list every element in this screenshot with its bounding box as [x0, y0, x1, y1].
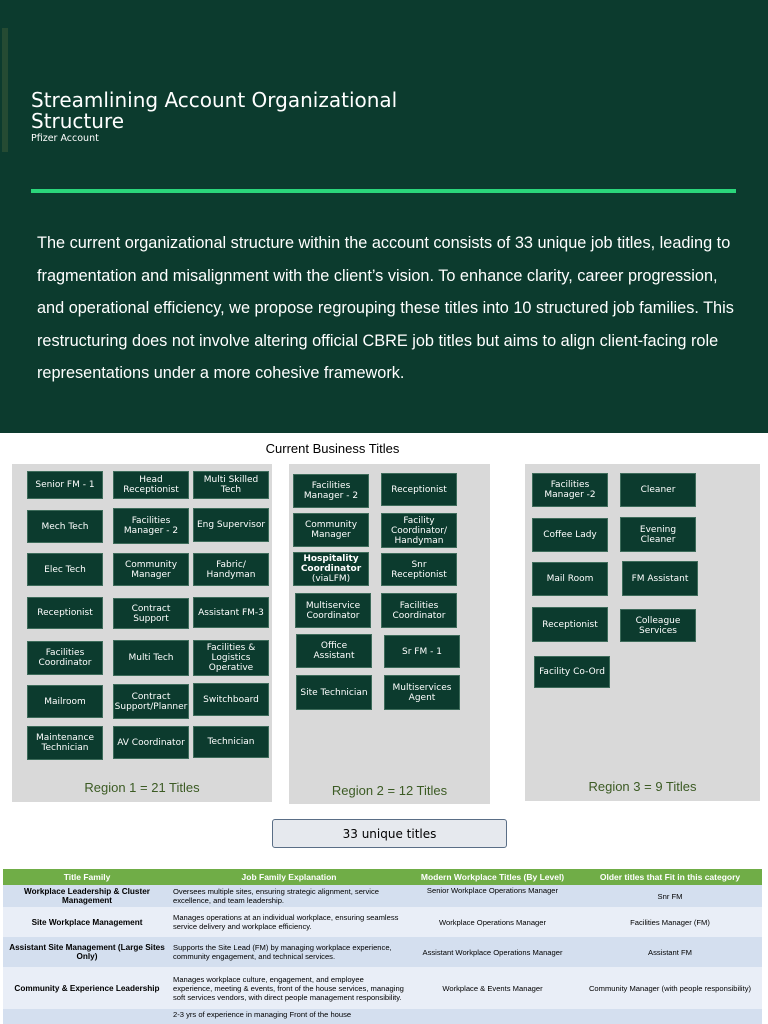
modern-title-cell: Workplace & Events Manager — [407, 967, 578, 1009]
job-title-box: Cleaner — [620, 473, 696, 507]
job-title-box: Maintenance Technician — [27, 726, 103, 760]
title-family-cell: Assistant Site Management (Large Sites Only) — [3, 937, 171, 967]
column-header: Title Family — [3, 869, 171, 885]
accent-bar — [2, 28, 8, 152]
unique-titles-box: 33 unique titles — [272, 819, 507, 848]
older-title-cell: Community Manager (with people responsibility) — [578, 967, 762, 1009]
job-title-box: Receptionist — [27, 597, 103, 629]
job-title-box: Facilities & Logistics Operative — [193, 640, 269, 676]
older-title-cell: Assistant FM — [578, 937, 762, 967]
intro-paragraph: The current organizational structure within the account consists of 33 unique job titles, leading to fragmentation and misalignment with the client’s vision. To enhance clarity, career progression, and operational efficiency, we propose regrouping these titles into 10 structured job families. This restructuring does not involve altering official CBRE job titles but aims to align client-facing role representations under a more cohesive framework. — [37, 234, 734, 382]
modern-title-cell — [407, 1009, 578, 1024]
region-1-panel — [12, 464, 272, 802]
job-title-box: Multi Tech — [113, 640, 189, 676]
job-title-box: Switchboard — [193, 683, 269, 716]
job-title-box: Receptionist — [532, 607, 608, 642]
job-title-box: AV Coordinator — [113, 726, 189, 759]
job-title-box: Mail Room — [532, 562, 608, 596]
modern-title-cell: Assistant Workplace Operations Manager — [407, 937, 578, 967]
job-title-box: Eng Supervisor — [193, 508, 269, 542]
modern-title-cell: Workplace Operations Manager — [407, 907, 578, 937]
title-family-cell: Community & Experience Leadership — [3, 967, 171, 1009]
job-title-box: Elec Tech — [27, 553, 103, 586]
job-title-box: Receptionist — [381, 473, 457, 506]
job-title-box: Multiservices Agent — [384, 675, 460, 710]
explanation-cell: Oversees multiple sites, ensuring strategic alignment, service excellence, and team leadership. — [171, 885, 407, 907]
job-title-box: Multi Skilled Tech — [193, 471, 269, 499]
job-title-box: Sr FM - 1 — [384, 635, 460, 668]
job-title-box: Coffee Lady — [532, 518, 608, 552]
job-title-box: Facilities Coordinator — [27, 641, 103, 675]
job-title-box: Multiservice Coordinator — [295, 593, 371, 628]
job-title-box: Fabric/ Handyman — [193, 553, 269, 586]
title-divider — [31, 189, 736, 193]
table-row — [3, 907, 762, 937]
job-title-box: Facility Coordinator/ Handyman — [381, 513, 457, 548]
job-title-box: Evening Cleaner — [620, 517, 696, 552]
job-title-box: Head Receptionist — [113, 471, 189, 499]
column-header: Job Family Explanation — [171, 869, 407, 885]
job-title-box: Office Assistant — [296, 634, 372, 668]
region-caption: Region 2 = 12 Titles — [331, 783, 448, 798]
job-title-box: Contract Support — [113, 598, 189, 629]
hero-section — [0, 0, 768, 433]
job-title-box: Facilities Manager -2 — [532, 473, 608, 507]
older-title-cell: Facilities Manager (FM) — [578, 907, 762, 937]
title-family-cell — [3, 1009, 171, 1024]
table-header-row — [3, 869, 762, 885]
older-title-cell: Snr FM — [578, 885, 762, 907]
column-header: Modern Workplace Titles (By Level) — [407, 869, 578, 885]
org-chart-title: Current Business Titles — [265, 441, 400, 456]
title-family-cell: Workplace Leadership & Cluster Management — [3, 885, 171, 907]
explanation-cell: Supports the Site Lead (FM) by managing workplace experience, community engagement, and technical services. — [171, 937, 407, 967]
job-title-box: Hospitality Coordinator (viaLFM) — [293, 552, 369, 586]
job-title-box: Mech Tech — [27, 510, 103, 543]
region-2-panel — [289, 464, 490, 804]
job-title-box: Colleague Services — [620, 609, 696, 642]
region-3-panel — [525, 464, 760, 801]
page-subtitle: Pfizer Account — [31, 133, 99, 144]
title-family-cell: Site Workplace Management — [3, 907, 171, 937]
page-title: Streamlining Account Organizational Structure — [31, 88, 398, 133]
job-title-box: Facility Co-Ord — [534, 656, 610, 688]
job-title-box: Site Technician — [296, 675, 372, 710]
region-caption: Region 1 = 21 Titles — [84, 780, 200, 795]
explanation-cell: 2-3 yrs of experience in managing Front of the house — [171, 1009, 407, 1024]
job-title-box: Community Manager — [113, 553, 189, 586]
job-title-box: Community Manager — [293, 513, 369, 547]
job-title-box: Facilities Manager - 2 — [113, 508, 189, 544]
modern-title-cell: Senior Workplace Operations Manager — [407, 885, 578, 907]
region-caption: Region 3 = 9 Titles — [588, 779, 697, 794]
table-row — [3, 937, 762, 967]
job-title-box: Facilities Manager - 2 — [293, 474, 369, 508]
job-family-table — [3, 869, 762, 1024]
explanation-cell: Manages operations at an individual workplace, ensuring seamless service delivery and workplace efficiency. — [171, 907, 407, 937]
job-title-box: Facilities Coordinator — [381, 593, 457, 628]
job-title-box: Technician — [193, 726, 269, 758]
older-title-cell — [578, 1009, 762, 1024]
job-title-box: Assistant FM-3 — [193, 597, 269, 628]
table-row — [3, 1009, 762, 1024]
job-title-box: FM Assistant — [622, 561, 698, 596]
job-title-box: Contract Support/Planner — [113, 684, 189, 719]
job-title-box: Mailroom — [27, 685, 103, 718]
explanation-cell: Manages workplace culture, engagement, and employee experience, meeting & events, front of the house services, managing soft services vendors, with direct people management responsibility. — [171, 967, 407, 1009]
table-row — [3, 967, 762, 1009]
table-row — [3, 885, 762, 907]
job-title-box: Snr Receptionist — [381, 553, 457, 586]
column-header: Older titles that Fit in this category — [578, 869, 762, 885]
job-title-box: Senior FM - 1 — [27, 471, 103, 499]
